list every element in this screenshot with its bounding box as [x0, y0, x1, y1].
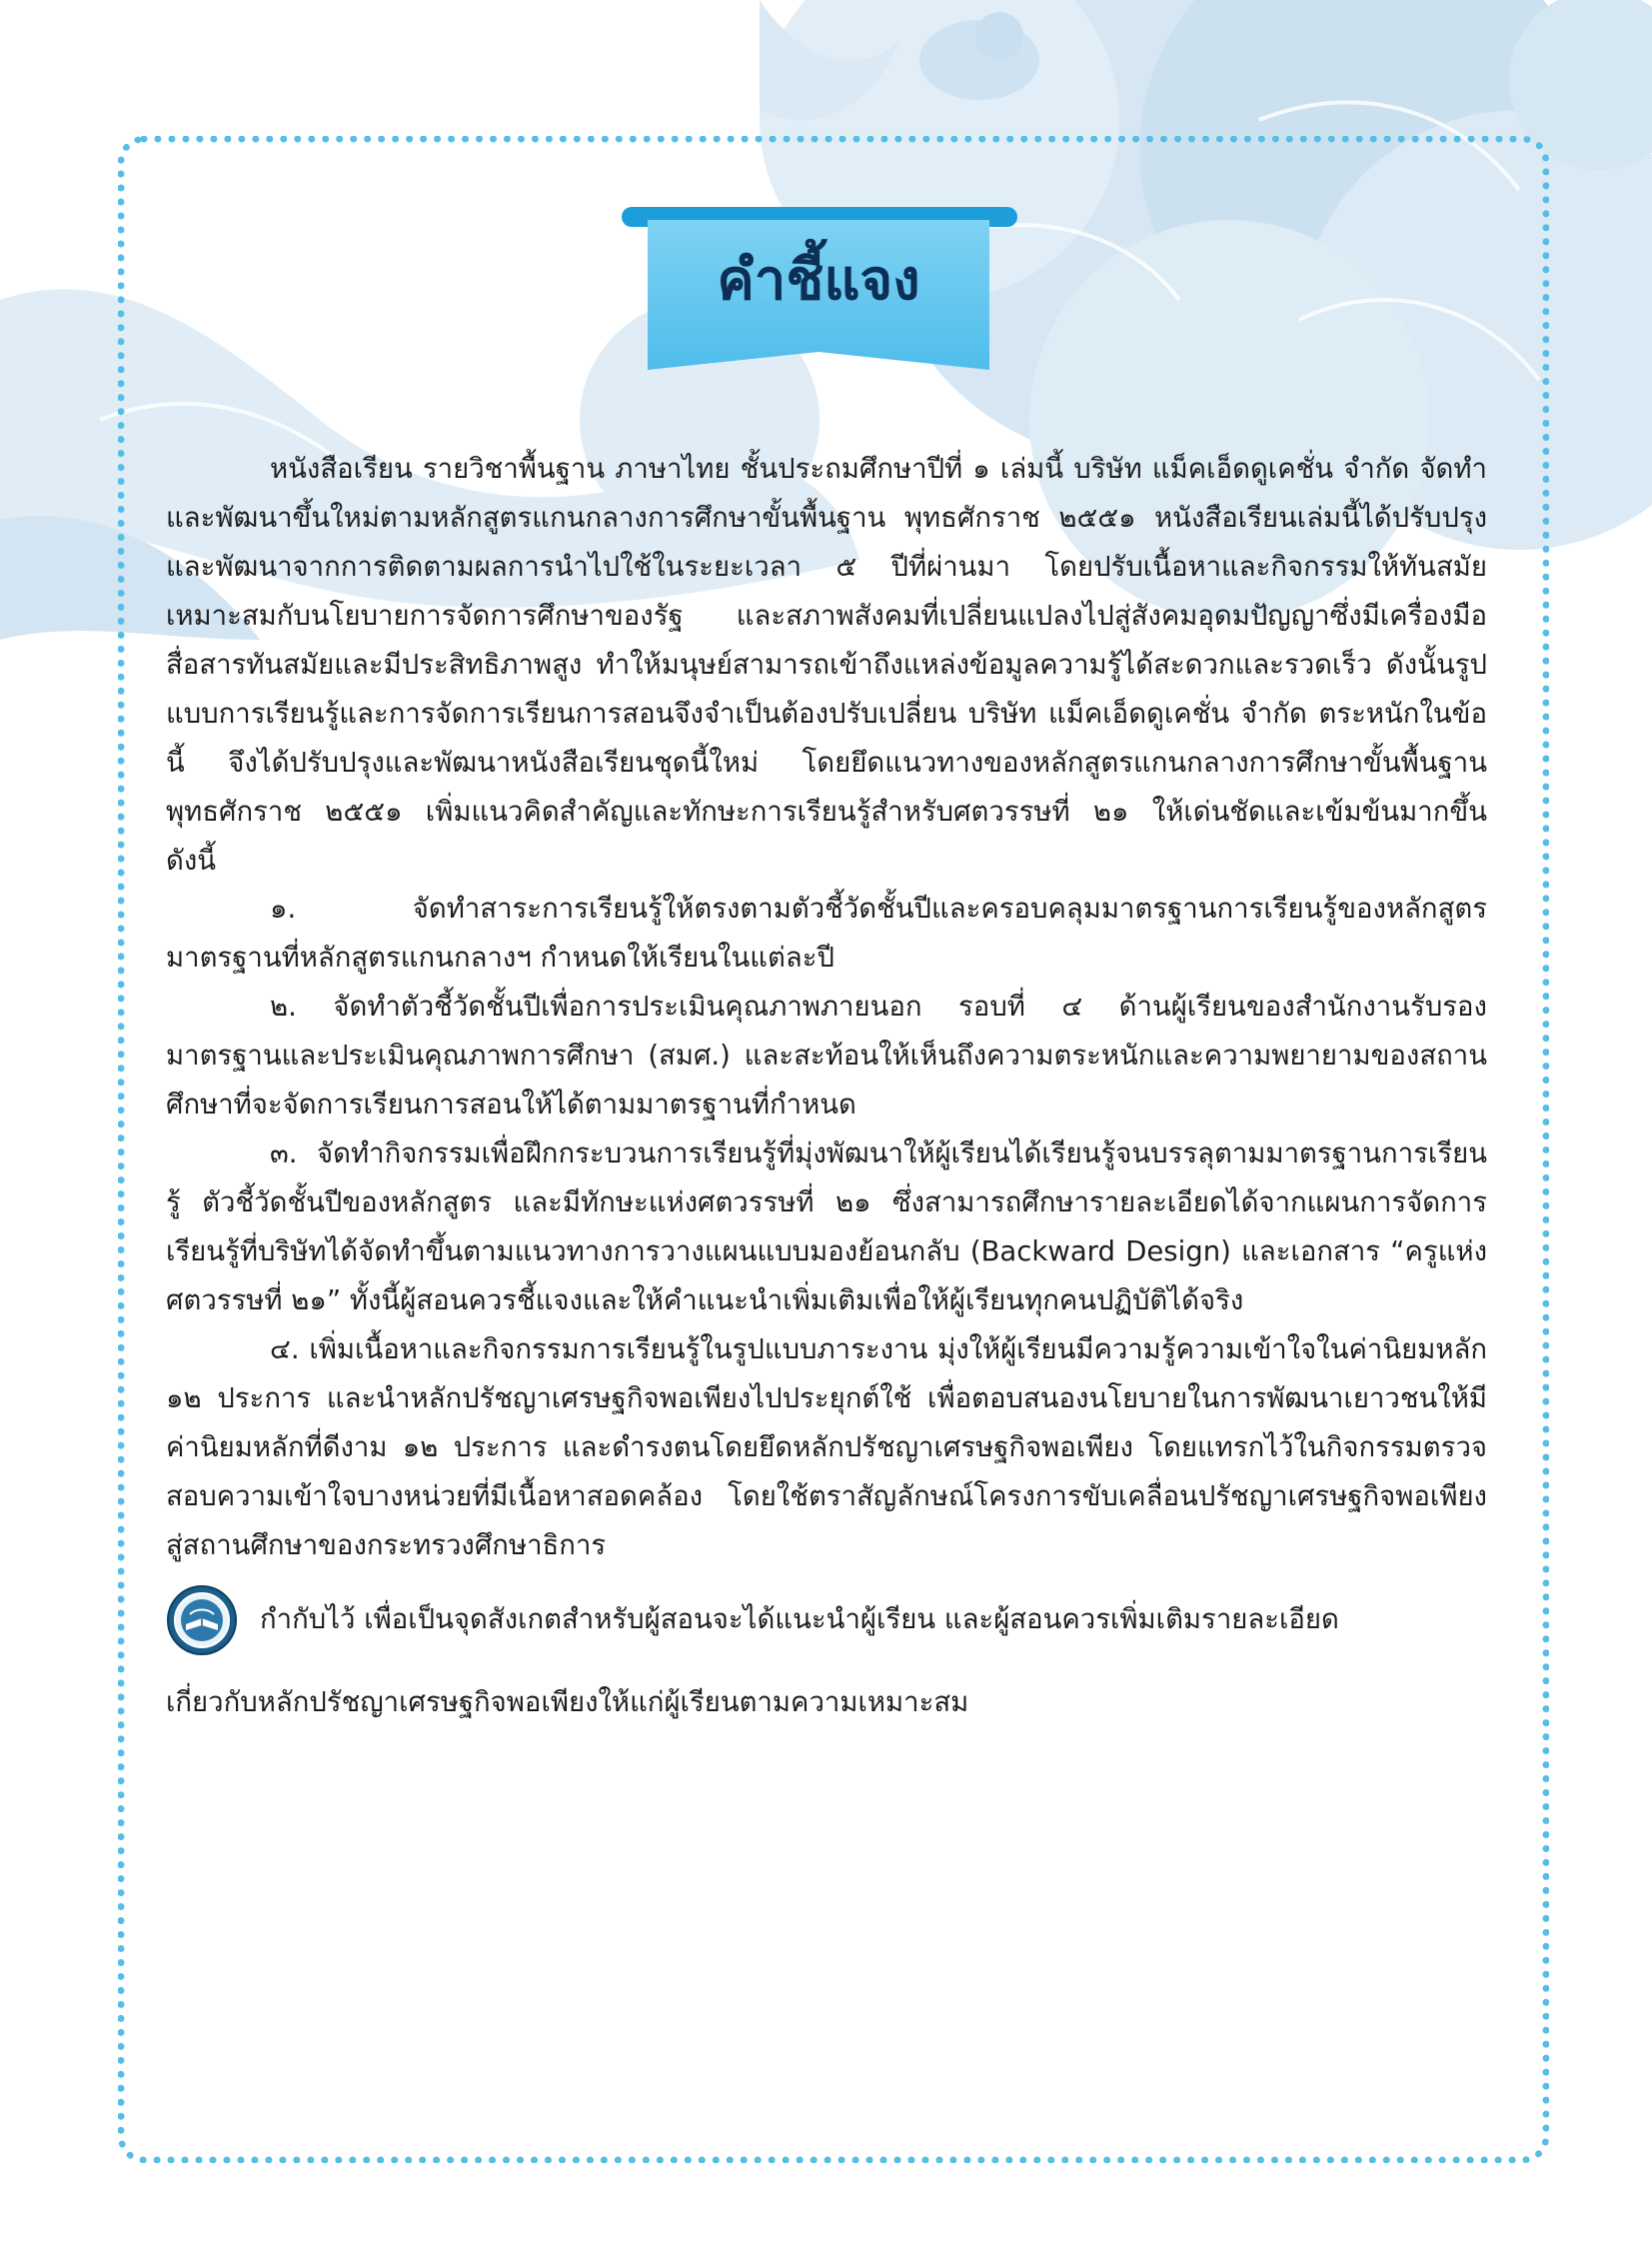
- list-item: ๑. จัดทำสาระการเรียนรู้ให้ตรงตามตัวชี้วัดชั้นปีและครอบคลุมมาตรฐานการเรียนรู้ของหลักสูตร มาตรฐานที่หลักสูตรแกนกลางฯ กำหนดให้เรียนในแต่ละปี: [166, 893, 1487, 975]
- seal-note: กำกับไว้ เพื่อเป็นจุดสังเกตสำหรับผู้สอนจะได้แนะนำผู้เรียน และผู้สอนควรเพิ่มเติมรายละเอียด: [260, 1603, 1339, 1636]
- page-title: คำชี้แจง: [717, 248, 920, 313]
- list-item: ๔. เพิ่มเนื้อหาและกิจกรรมการเรียนรู้ในรูปแบบภาระงาน มุ่งให้ผู้เรียนมีความรู้ความเข้าใจในค่านิยมหลัก ๑๒ ประการ และนำหลักปรัชญาเศรษฐกิจพอเพียงไปประยุกต์ใช้ เพื่อตอบสนองนโยบายในการพัฒนาเยาวชนให้มีค่านิยมหลักที่ดีงาม ๑๒ ประการ และดำรงตนโดยยึดหลักปรัชญาเศรษฐกิจพอเพียง โดยแทรกไว้ในกิจกรรมตรวจสอบความเข้าใจบางหน่วยที่มีเนื้อหาสอดคล้อง โดยใช้ตราสัญลักษณ์โครงการขับเคลื่อนปรัชญาเศรษฐกิจพอเพียงสู่สถานศึกษาของกระทรวงศึกษาธิการ: [166, 1332, 1487, 1561]
- closing-line: เกี่ยวกับหลักปรัชญาเศรษฐกิจพอเพียงให้แก่ผู้เรียนตามความเหมาะสม: [166, 1685, 969, 1718]
- seal-line: [166, 1584, 1487, 1656]
- list-item: ๒. จัดทำตัวชี้วัดชั้นปีเพื่อการประเมินคุณภาพภายนอก รอบที่ ๔ ด้านผู้เรียนของสำนักงานรับรองมาตรฐานและประเมินคุณภาพการศึกษา (สมศ.) และสะท้อนให้เห็นถึงความตระหนักและความพยายามของสถานศึกษาที่จะจัดการเรียนการสอนให้ได้ตามมาตรฐานที่กำหนด: [166, 991, 1487, 1122]
- list-item: ๓. จัดทำกิจกรรมเพื่อฝึกกระบวนการเรียนรู้ที่มุ่งพัฒนาให้ผู้เรียนได้เรียนรู้จนบรรลุตามมาตรฐานการเรียนรู้ ตัวชี้วัดชั้นปีของหลักสูตร และมีทักษะแห่งศตวรรษที่ ๒๑ ซึ่งสามารถศึกษารายละเอียดได้จากแผนการจัดการเรียนรู้ที่บริษัทได้จัดทำขึ้นตามแนวทางการวางแผนแบบมองย้อนกลับ (Backward Design) และเอกสาร “ครูแห่งศตวรรษที่ ๒๑” ทั้งนี้ผู้สอนควรชี้แจงและให้คำแนะนำเพิ่มเติมเพื่อให้ผู้เรียนทุกคนปฏิบัติได้จริง: [166, 1137, 1487, 1316]
- main-content: [166, 445, 1487, 1727]
- sufficiency-economy-seal-icon: [166, 1584, 238, 1656]
- intro-paragraph: หนังสือเรียน รายวิชาพื้นฐาน ภาษาไทย ชั้นประถมศึกษาปีที่ ๑ เล่มนี้ บริษัท แม็คเอ็ดดูเคชั่น จำกัด จัดทำและพัฒนาขึ้นใหม่ตามหลักสูตรแกนกลางการศึกษาขั้นพื้นฐาน พุทธศักราช ๒๕๕๑ หนังสือเรียนเล่มนี้ได้ปรับปรุงและพัฒนาจากการติดตามผลการนำไปใช้ในระยะเวลา ๕ ปีที่ผ่านมา โดยปรับเนื้อหาและกิจกรรมให้ทันสมัย เหมาะสมกับนโยบายการจัดการศึกษาของรัฐ และสภาพสังคมที่เปลี่ยนแปลงไปสู่สังคมอุดมปัญญาซึ่งมีเครื่องมือสื่อสารทันสมัยและมีประสิทธิภาพสูง ทำให้มนุษย์สามารถเข้าถึงแหล่งข้อมูลความรู้ได้สะดวกและรวดเร็ว ดังนั้นรูปแบบการเรียนรู้และการจัดการเรียนการสอนจึงจำเป็นต้องปรับเปลี่ยน บริษัท แม็คเอ็ดดูเคชั่น จำกัด ตระหนักในข้อนี้ จึงได้ปรับปรุงและพัฒนาหนังสือเรียนชุดนี้ใหม่ โดยยึดแนวทางของหลักสูตรแกนกลางการศึกษาขั้นพื้นฐาน พุทธศักราช ๒๕๕๑ เพิ่มแนวคิดสำคัญและทักษะการเรียนรู้สำหรับศตวรรษที่ ๒๑ ให้เด่นชัดและเข้มข้นมากขึ้น ดังนี้: [166, 453, 1487, 877]
